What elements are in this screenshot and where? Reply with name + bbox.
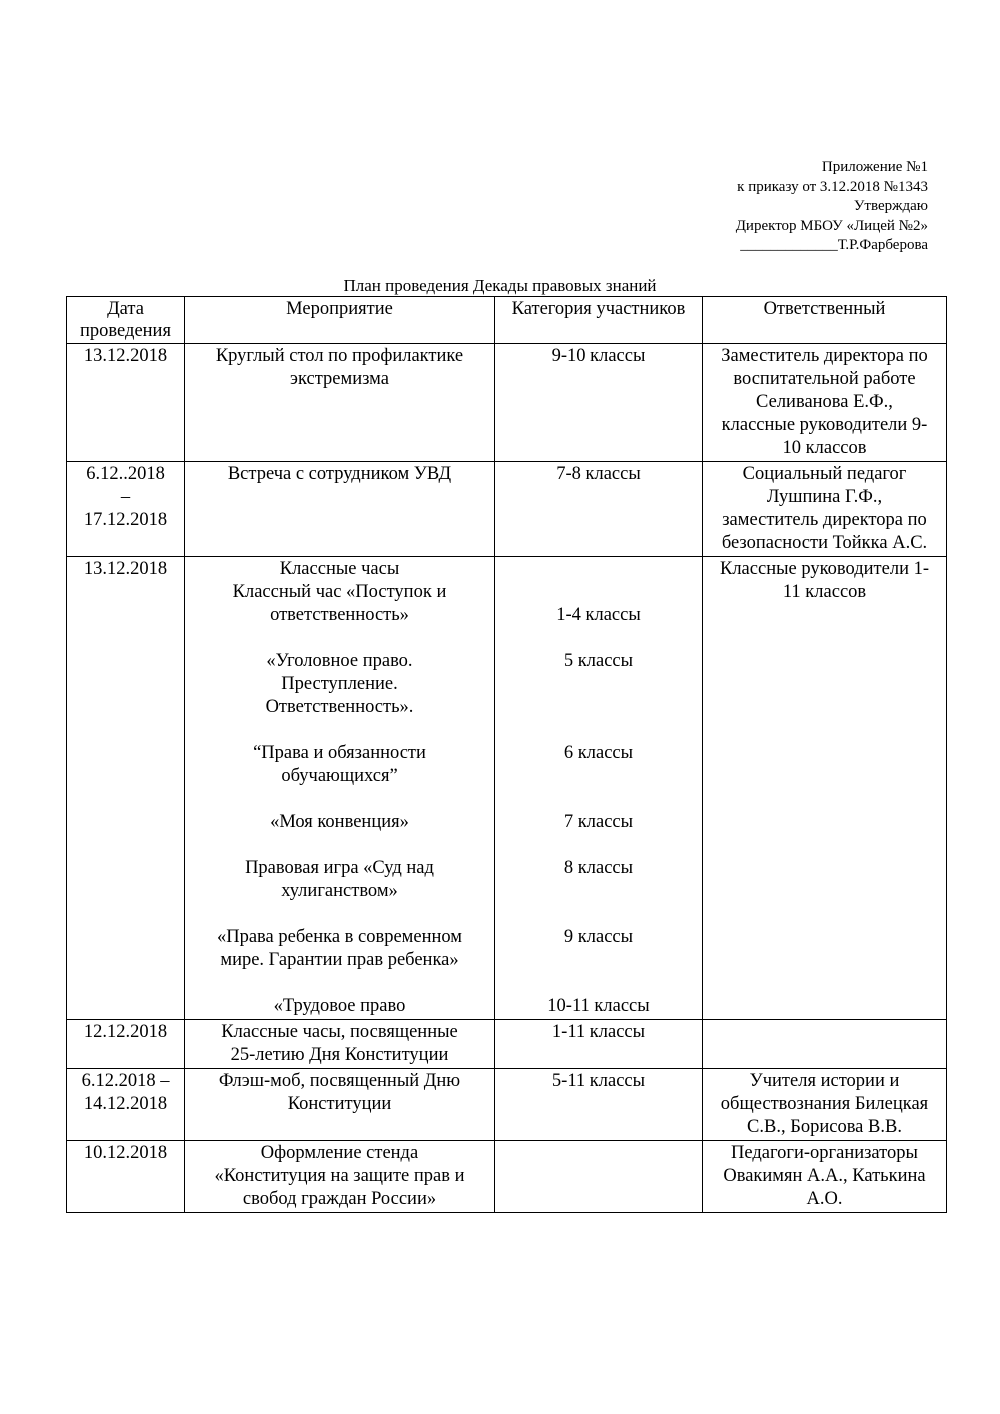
event-line: свобод граждан России» (242, 1189, 437, 1209)
cell-responsible (703, 557, 947, 1020)
responsible-line: 10 классов (782, 438, 867, 458)
category-line (499, 581, 698, 604)
table-body (67, 344, 947, 1213)
category-line: 7-8 классы (556, 464, 641, 484)
category-line (499, 788, 698, 811)
cell-event (185, 344, 495, 462)
header-responsible: Ответственный (703, 297, 947, 344)
date-line: 13.12.2018 (83, 559, 168, 579)
category-line (499, 627, 698, 650)
responsible-line: Педагоги-организаторы (731, 1143, 918, 1163)
event-line: Классные часы (279, 559, 400, 579)
date-line: – (120, 487, 131, 507)
responsible-line: Заместитель директора по (721, 346, 928, 366)
category-line: 7 классы (563, 812, 634, 832)
header-category: Категория участников (495, 297, 703, 344)
responsible-line: Классные руководители 1- (719, 559, 930, 579)
responsible-line: А.О. (806, 1189, 843, 1209)
header-date: Дата проведения (67, 297, 185, 344)
date-line: 6.12..2018 (86, 464, 165, 484)
event-line: ответственность» (270, 605, 409, 625)
cell-event (185, 557, 495, 1020)
event-line: «Трудовое право (273, 996, 406, 1016)
cell-event (185, 1069, 495, 1141)
table-row (67, 1020, 947, 1069)
cell-responsible (703, 462, 947, 557)
table-row (67, 557, 947, 1020)
responsible-line: обществознания Билецкая (720, 1094, 929, 1114)
director-signature-line: _____________Т.Р.Фарберова (740, 237, 928, 253)
responsible-line: безопасности Тойкка А.С. (721, 533, 928, 553)
cell-responsible (703, 1141, 947, 1213)
cell-category (495, 1141, 703, 1213)
table-row (67, 1141, 947, 1213)
order-reference: к приказу от 3.12.2018 №1343 (737, 178, 928, 195)
category-line: 1-4 классы (556, 605, 641, 625)
cell-category (495, 557, 703, 1020)
category-line (499, 673, 698, 696)
category-line: 9-10 классы (551, 346, 646, 366)
table-row (67, 1069, 947, 1141)
date-line: 17.12.2018 (83, 510, 168, 530)
date-line: 12.12.2018 (83, 1022, 168, 1042)
cell-date (67, 1020, 185, 1069)
event-line (189, 834, 490, 857)
responsible-line: Учителя истории и (749, 1071, 900, 1091)
event-line: Преступление. (281, 674, 398, 694)
event-line: «Права ребенка в современном (216, 927, 463, 947)
event-line: мире. Гарантии прав ребенка» (220, 950, 459, 970)
date-line: 13.12.2018 (83, 346, 168, 366)
event-line (189, 627, 490, 650)
cell-date (67, 557, 185, 1020)
event-line: экстремизма (290, 369, 389, 389)
cell-category (495, 462, 703, 557)
category-line: 5 классы (563, 651, 634, 671)
event-line: “Права и обязанности (253, 743, 426, 763)
event-line (189, 719, 490, 742)
date-line: 6.12.2018 – (81, 1071, 170, 1091)
responsible-line: С.В., Борисова В.В. (747, 1117, 902, 1137)
category-line: 6 классы (563, 743, 634, 763)
event-line: Ответственность». (265, 697, 414, 717)
table-header-row (67, 297, 947, 344)
event-line: Классный час «Поступок и (232, 582, 447, 602)
category-line: 10-11 классы (547, 996, 650, 1016)
director-title: Директор МБОУ «Лицей №2» (735, 217, 928, 234)
category-line (499, 949, 698, 972)
category-line (499, 558, 698, 581)
event-line: хулиганством» (281, 881, 398, 901)
category-line (499, 880, 698, 903)
responsible-line: 11 классов (782, 582, 867, 602)
event-line: Правовая игра «Суд над (245, 858, 434, 878)
cell-date (67, 344, 185, 462)
cell-date (67, 462, 185, 557)
event-line: Классные часы, посвященные (221, 1022, 458, 1042)
cell-responsible (703, 344, 947, 462)
event-line: Флэш-моб, посвященный Дню (218, 1071, 461, 1091)
responsible-line: Селиванова Е.Ф., (756, 392, 893, 412)
approval-word: Утверждаю (853, 198, 928, 214)
cell-event (185, 1141, 495, 1213)
event-line (189, 972, 490, 995)
event-line: «Моя конвенция» (270, 812, 409, 832)
appendix-label: Приложение №1 (821, 159, 928, 175)
event-line (189, 788, 490, 811)
cell-category (495, 1069, 703, 1141)
responsible-line: Социальный педагог (742, 464, 907, 484)
event-line: 25-летию Дня Конституции (230, 1045, 449, 1065)
category-line (499, 903, 698, 926)
cell-category (495, 1020, 703, 1069)
category-line: 8 классы (563, 858, 634, 878)
plan-table (66, 296, 947, 1213)
responsible-line: воспитательной работе (733, 369, 916, 389)
cell-category (495, 344, 703, 462)
category-line (499, 834, 698, 857)
cell-responsible (703, 1020, 947, 1069)
category-line: 9 классы (563, 927, 634, 947)
cell-date (67, 1141, 185, 1213)
category-line (499, 719, 698, 742)
document-title: План проведения Декады правовых знаний (343, 276, 657, 295)
event-line: «Уголовное право. (266, 651, 413, 671)
category-line: 5-11 классы (551, 1071, 646, 1091)
approval-header (736, 158, 928, 256)
event-line: «Конституция на защите прав и (214, 1166, 465, 1186)
event-line: Конституции (287, 1094, 392, 1114)
table-row (67, 462, 947, 557)
category-line (499, 972, 698, 995)
cell-date (67, 1069, 185, 1141)
category-line (499, 696, 698, 719)
responsible-line: Овакимян А.А., Катькина (723, 1166, 926, 1186)
cell-responsible (703, 1069, 947, 1141)
responsible-line: классные руководители 9- (721, 415, 928, 435)
date-line: 10.12.2018 (83, 1143, 168, 1163)
responsible-line: Лушпина Г.Ф., (766, 487, 883, 507)
event-line: Оформление стенда (260, 1143, 419, 1163)
event-line: Встреча с сотрудником УВД (227, 464, 452, 484)
cell-event (185, 462, 495, 557)
header-event: Мероприятие (185, 297, 495, 344)
event-line: Круглый стол по профилактике (215, 346, 464, 366)
event-line: обучающихся” (281, 766, 398, 786)
date-line: 14.12.2018 (83, 1094, 168, 1114)
table-row (67, 344, 947, 462)
cell-event (185, 1020, 495, 1069)
category-line (499, 765, 698, 788)
responsible-line: заместитель директора по (722, 510, 927, 530)
event-line (189, 903, 490, 926)
category-line: 1-11 классы (551, 1022, 646, 1042)
